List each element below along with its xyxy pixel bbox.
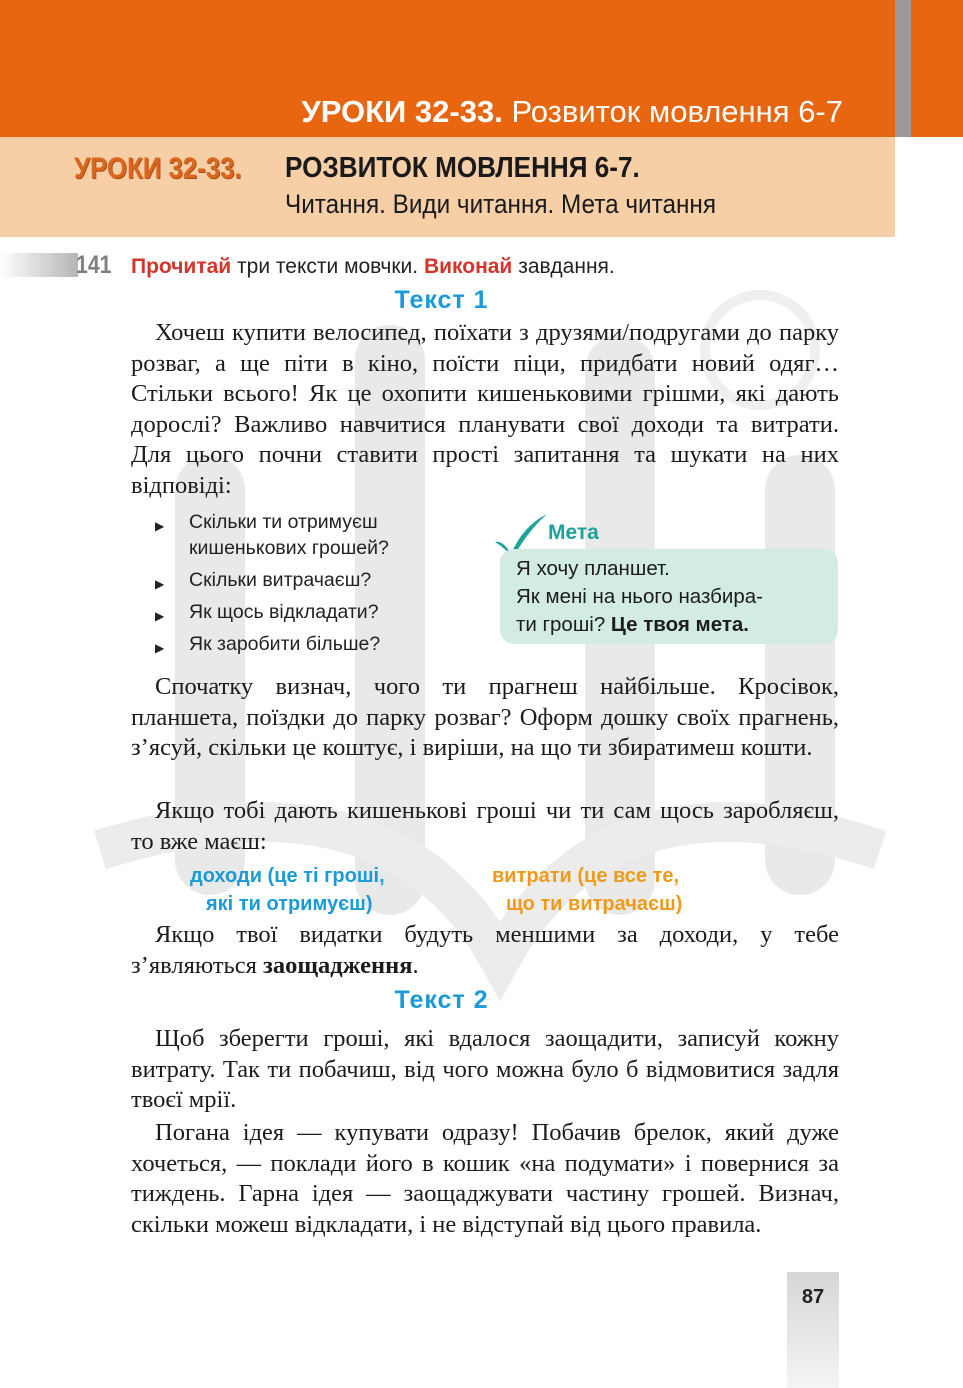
instruction-verb-do: Виконай (423, 255, 513, 278)
bullet-triangle-icon: ▶ (155, 609, 165, 623)
goal-line-1: Я хочу планшет. (516, 557, 670, 580)
text1-intro: Хочеш купити велосипед, поїхати з друзями/подругами до парку розваг, а ще піти в кіно, поїсти піци, придбати новий одяг… Стільки всього! Як це охопити кишеньковими грішми, які дають дорослі? Важливо навчитися планувати свої доходи та витрати. Для цього почни ставити прості запитання та шукати на них відповіді: (131, 319, 839, 499)
savings-sentence: Якщо твої видатки будуть меншими за доходи, у тебе з’являються (131, 921, 839, 979)
instruction-text-1: три тексти мовчки. (231, 255, 424, 278)
header-side-strip (895, 0, 911, 137)
page-header-band (0, 0, 963, 137)
goal-line-2: Як мені на нього назбира- (516, 585, 763, 608)
text2-heading: Текст 2 (394, 986, 489, 1014)
question-list (155, 509, 455, 663)
list-item-text: Як щось відкладати? (189, 601, 379, 623)
goal-line-3 (516, 613, 749, 637)
text1-heading: Текст 1 (394, 286, 489, 314)
income-label-line-1: доходи (це ті гроші, (190, 865, 385, 887)
text2-paragraph-1: Щоб зберегти гроші, які вдалося заощадити, записуй кожну витрату. Так ти побачиш, від чого можна було б відмовитися задля твоєї мрії. (131, 1025, 839, 1114)
bullet-triangle-icon: ▶ (155, 641, 165, 655)
goal-label: Мета (548, 521, 599, 544)
text1-paragraph-3: Якщо тобі дають кишенькові гроші чи ти сам щось заробляєш, то вже маєш: (131, 797, 839, 855)
text1-paragraph-4 (131, 920, 839, 981)
running-title (301, 94, 843, 130)
goal-line-3-bold: Це твоя мета. (610, 613, 749, 636)
income-label-line-2: які ти отримуєш) (206, 893, 373, 915)
lesson-title-band (0, 137, 895, 237)
list-item-text: Скільки витрачаєш? (189, 569, 372, 591)
list-item (155, 599, 455, 625)
savings-term: заощадження (262, 951, 413, 979)
exercise-number: 141 (76, 251, 112, 279)
lesson-label: УРОКИ 32-33. (74, 152, 242, 185)
goal-line-3-text: ти гроші? (516, 613, 611, 636)
bullet-triangle-icon: ▶ (155, 519, 165, 533)
text2-paragraph-2: Погана ідея — купувати одразу! Побачив брелок, який дуже хочеться, — поклади його в кошик «на подумати» і повернися за тиждень. Гарна ідея — заощаджувати частину грошей. Визнач, скільки можеш відкладати, і не відступай від цього правила. (131, 1119, 839, 1238)
lesson-heading: РОЗВИТОК МОВЛЕННЯ 6-7. (285, 152, 640, 184)
expense-label-line-1: витрати (це все те, (492, 865, 680, 887)
list-item (155, 631, 455, 657)
bullet-triangle-icon: ▶ (155, 577, 165, 591)
lesson-subheading: Читання. Види читання. Мета читання (285, 189, 716, 219)
list-item (155, 567, 455, 593)
expense-label-line-2: що ти витрачаєш) (506, 893, 683, 915)
list-item-text: Як заробити більше? (189, 633, 381, 655)
instruction-text-2: завдання. (512, 255, 615, 278)
exercise-instruction (131, 255, 615, 279)
running-title-bold: УРОКИ 32-33. (301, 94, 503, 129)
savings-period: . (412, 951, 419, 979)
running-title-rest: Розвиток мовлення 6-7 (511, 94, 843, 129)
text1-paragraph-2: Спочатку визнач, чого ти прагнеш найбільше. Кросівок, планшета, поїздки до парку розваг? Оформ дошку своїх прагнень, з’ясуй, скільки це коштує, і виріши, на що ти збиратимеш кошти. (131, 673, 839, 762)
exercise-marker-bar (0, 253, 78, 277)
instruction-verb-read: Прочитай (131, 255, 232, 278)
page-number: 87 (801, 1286, 825, 1308)
list-item (155, 509, 455, 561)
list-item-text: Скільки ти отримуєш кишенькових грошей? (189, 511, 389, 559)
goal-callout (500, 549, 838, 644)
